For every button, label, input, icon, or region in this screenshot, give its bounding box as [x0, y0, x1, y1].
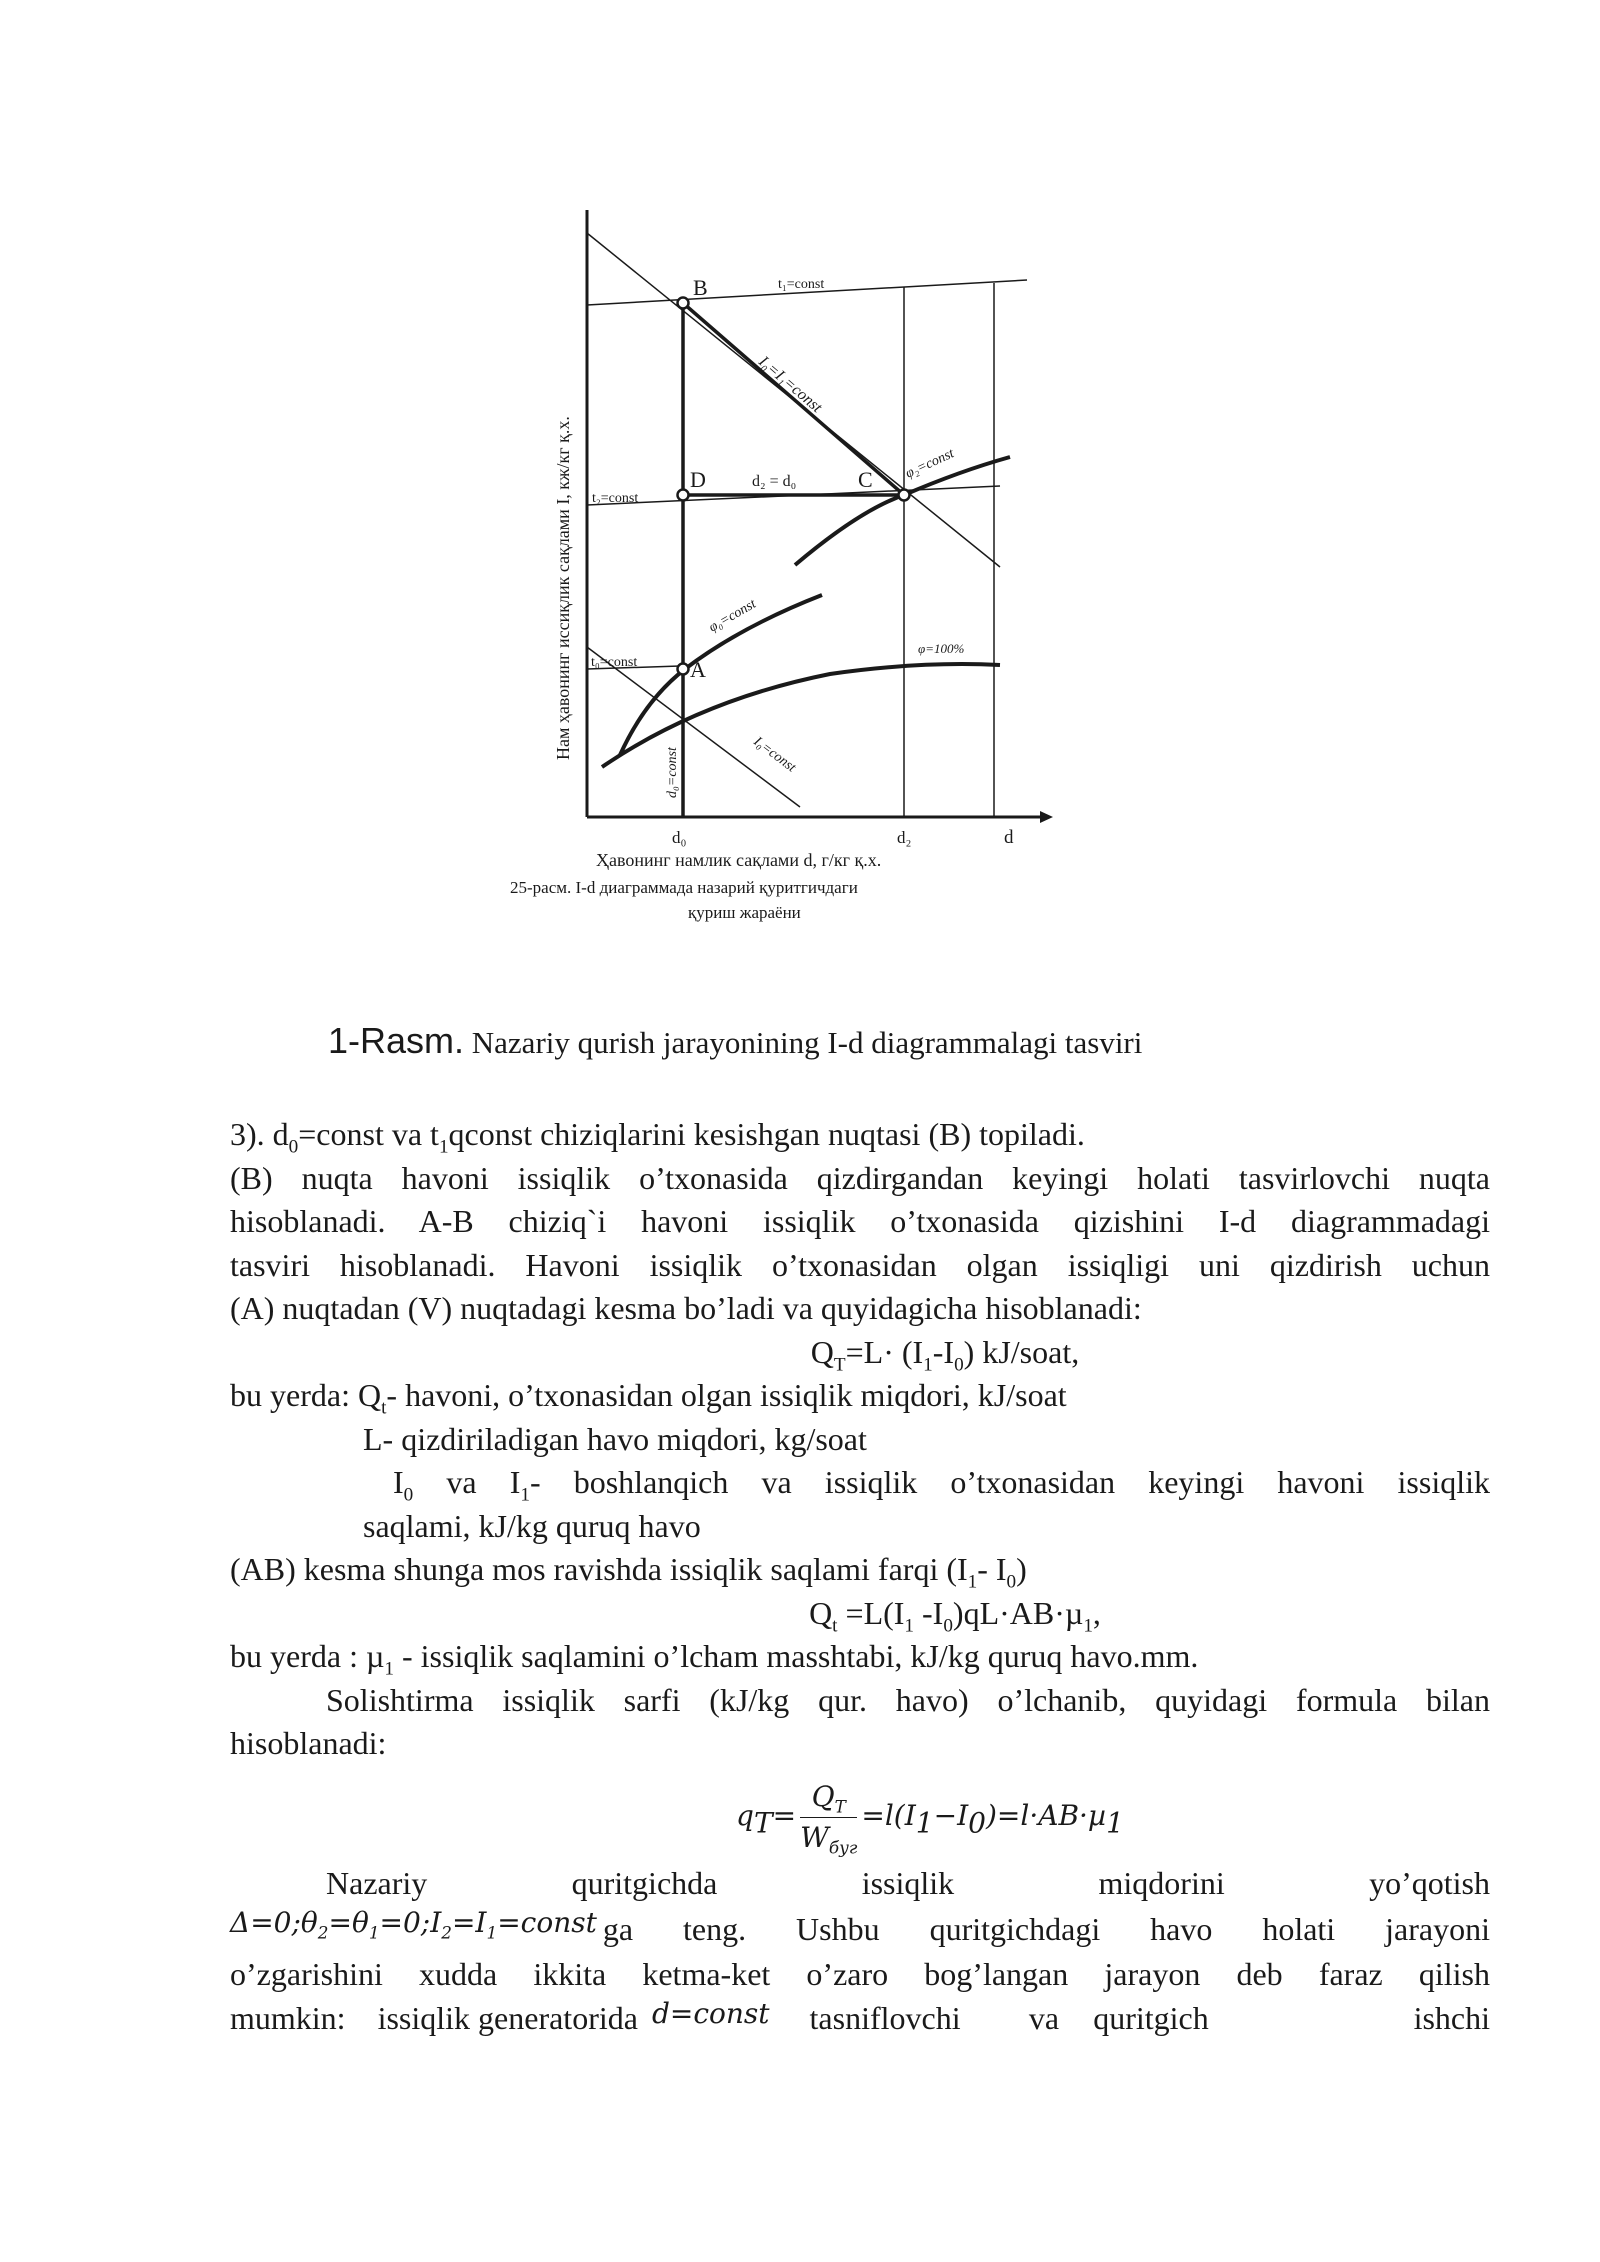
i-const-label: I₀=I₁=const: [755, 353, 826, 417]
i0-const-label: I₀=const: [750, 734, 799, 776]
caption-rasm: 1-Rasm.: [328, 1020, 465, 1061]
text-run: )=l·AB·µ: [985, 1798, 1107, 1832]
figure-caption: [328, 1020, 1142, 1062]
paragraph-line: tasviri hisoblanadi. Havoni issiqlik o’txonasidan olgan issiqligi uni qizdirish uchun: [230, 1246, 1490, 1283]
point-b-label: B: [693, 275, 708, 300]
id-diagram-svg: [500, 195, 1100, 945]
x-tick-d: d: [1004, 827, 1014, 848]
fraction: [800, 1779, 857, 1856]
x-tick-d2: d₂: [897, 828, 912, 847]
subscript: T: [834, 1796, 846, 1817]
subscript: 0: [288, 1136, 299, 1158]
paragraph-line: hisoblanadi:: [230, 1725, 387, 1761]
subscript: 1: [923, 1353, 933, 1375]
text-run: -I: [932, 1333, 955, 1370]
point-c-marker: [899, 490, 910, 501]
point-a-label: A: [690, 657, 706, 682]
subscript: 1: [384, 1658, 394, 1680]
t1-const-label: t₁=const: [778, 277, 825, 292]
text-run: =const va t: [298, 1116, 439, 1152]
text-run: =const: [497, 1906, 597, 1939]
phi0-label: φ₀=const: [706, 596, 759, 636]
text-run: Q: [810, 1333, 834, 1370]
text-run: miqdorini: [1098, 1864, 1225, 1901]
subscript: t: [381, 1397, 387, 1419]
text-run: ga teng. Ushbu quritgichdagi havo holati jarayoni: [602, 1911, 1490, 1947]
subscript: 0: [968, 1805, 986, 1839]
paragraph-line: [230, 1461, 1490, 1505]
text-run: - I: [977, 1551, 1007, 1587]
text-run: -I: [914, 1594, 944, 1631]
text-run: I: [393, 1464, 404, 1500]
text-run: Δ=0;θ: [230, 1906, 318, 1939]
phi100-label: φ=100%: [918, 641, 965, 656]
text-run: =l(I: [861, 1798, 916, 1832]
text-run: - boshlanqich va issiqlik o’txonasidan keyingi havoni issiqlik: [529, 1464, 1491, 1500]
formula-qt: [230, 1331, 1490, 1375]
subscript: 1: [486, 1922, 498, 1943]
text-run: )qL·AB·µ: [952, 1594, 1084, 1631]
paragraph-line: L- qizdiriladigan havo miqdori, kg/soat: [363, 1420, 867, 1457]
text-run: qconst chiziqlarini kesishgan nuqtasi (B) topiladi.: [448, 1116, 1085, 1152]
x-axis-title: Ҳавонинг намлик сақлами d, г/кг қ.х.: [596, 850, 882, 870]
y-axis-title: Нам ҳавонинг иссиқлик сақлами I, кж/кг қ.х.: [553, 416, 573, 760]
paragraph-line: hisoblanadi. A-B chiziq`i havoni issiqlik o’txonasida qizishini I-d diagrammadagi: [230, 1203, 1490, 1239]
subscript: 2: [317, 1922, 329, 1943]
text-run: ,: [1092, 1594, 1101, 1631]
fraction-denominator: [800, 1818, 857, 1856]
formula-specific-heat: [230, 1766, 1490, 1862]
caption-text: Nazariy qurish jarayonining I-d diagrammalagi tasviri: [464, 1025, 1143, 1060]
text-run: quritgichda: [571, 1864, 718, 1901]
subscript: 1: [520, 1484, 530, 1506]
subscript: 2: [441, 1922, 452, 1943]
subscript: 1: [1083, 1614, 1093, 1636]
text-run: ) kJ/soat,: [963, 1333, 1080, 1370]
text-run: =L(I: [837, 1594, 905, 1631]
subscript: буг: [828, 1837, 858, 1858]
text-run: bu yerda : µ: [230, 1638, 385, 1674]
text-run: 3). d: [230, 1116, 289, 1152]
d0-const-label: d₀=const: [665, 747, 680, 798]
text-run: Q: [811, 1779, 835, 1813]
paragraph-line: [230, 1548, 1490, 1592]
subscript: 0: [403, 1484, 414, 1506]
paragraph-line: (A) nuqtadan (V) nuqtadagi kesma bo’ladi va quyidagicha hisoblanadi:: [230, 1290, 1142, 1326]
text-run: =L· (I: [845, 1333, 924, 1370]
text-run: =: [772, 1798, 797, 1832]
text-run: (AB) kesma shunga mos ravishda issiqlik saqlami farqi (I: [230, 1551, 968, 1587]
subscript: t: [832, 1614, 838, 1636]
text-run: Nazariy: [326, 1864, 428, 1901]
text-run: issiqlik: [861, 1864, 955, 1901]
paragraph-line: [230, 1635, 1490, 1679]
phi2-label: φ₂=const: [903, 446, 957, 482]
text-run: −I: [933, 1798, 969, 1832]
formula-inline: d=const: [651, 1996, 770, 2030]
text-run: bu yerda: Q: [230, 1377, 382, 1413]
paragraph-line: [230, 1997, 1490, 2041]
text-run: yo’qotish: [1369, 1864, 1490, 1901]
text-run: =I: [451, 1906, 487, 1939]
subscript: 0: [954, 1353, 964, 1375]
subscript: 0: [943, 1614, 953, 1636]
t0-const-label: t₀=const: [591, 655, 638, 670]
x-axis-arrow: [1040, 811, 1053, 823]
text-run: - issiqlik saqlamini o’lcham masshtabi, kJ/kg quruq havo.mm.: [393, 1638, 1199, 1674]
point-a-marker: [678, 664, 689, 675]
x-tick-d0: d₀: [672, 828, 687, 847]
subscript: 0: [1006, 1571, 1017, 1593]
text-run: =0;I: [379, 1906, 442, 1939]
paragraph-line: Solishtirma issiqlik sarfi (kJ/kg qur. havo) o’lchanib, quyidagi formula bilan: [326, 1681, 1490, 1718]
paragraph-line: (B) nuqta havoni issiqlik o’txonasida qizdirgandan keyingi holati tasvirlovchi nuqta: [230, 1159, 1490, 1196]
text-run: Q: [809, 1594, 833, 1631]
subscript: T: [833, 1353, 846, 1375]
formula-inline: [230, 1899, 597, 1947]
text-run: mumkin: issiqlik generatorida: [230, 1999, 638, 2036]
subscript: T: [753, 1805, 773, 1839]
text-run: =θ: [328, 1906, 369, 1939]
paragraph-line: [230, 1374, 1490, 1418]
text-run: ): [1016, 1551, 1027, 1587]
subscript: 1: [368, 1922, 380, 1943]
formula-qt-ab: [230, 1592, 1490, 1636]
paragraph-line: saqlami, kJ/kg quruq havo: [363, 1507, 701, 1544]
phi100-curve: [602, 664, 1000, 767]
subscript: 1: [904, 1614, 915, 1636]
id-diagram-figure: [500, 195, 1100, 945]
paragraph-line: [230, 1113, 1490, 1157]
figure-caption-line2: қуриш жараёни: [688, 903, 801, 922]
t2-const-label: t₂=const: [592, 491, 639, 506]
paragraph-line: [230, 1905, 1490, 1953]
text-run: W: [800, 1820, 829, 1854]
point-d-marker: [678, 490, 689, 501]
subscript: 1: [967, 1571, 978, 1593]
document-body: [230, 1113, 1490, 2040]
subscript: 1: [1106, 1805, 1124, 1839]
point-d-label: D: [690, 467, 706, 492]
paragraph-line: o’zgarishini xudda ikkita ketma-ket o’zaro bog’langan jarayon deb faraz qilish: [230, 1956, 1490, 1992]
subscript: 1: [438, 1136, 449, 1158]
d2-d0-label: d₂ = d₀: [752, 473, 797, 490]
text-run: va I: [413, 1464, 521, 1500]
figure-caption-line1: 25-расм. I-d диаграммада назарий қуритгичдаги: [510, 878, 858, 897]
fraction-numerator: [800, 1779, 857, 1818]
subscript: 1: [915, 1805, 934, 1839]
point-b-marker: [678, 298, 689, 309]
text-run: - havoni, o’txonasidan olgan issiqlik miqdori, kJ/soat: [386, 1377, 1067, 1413]
text-run: q: [736, 1798, 754, 1832]
text-run: tasniflovchi va quritgich ishchi: [809, 1999, 1490, 2036]
point-c-label: C: [858, 467, 873, 492]
